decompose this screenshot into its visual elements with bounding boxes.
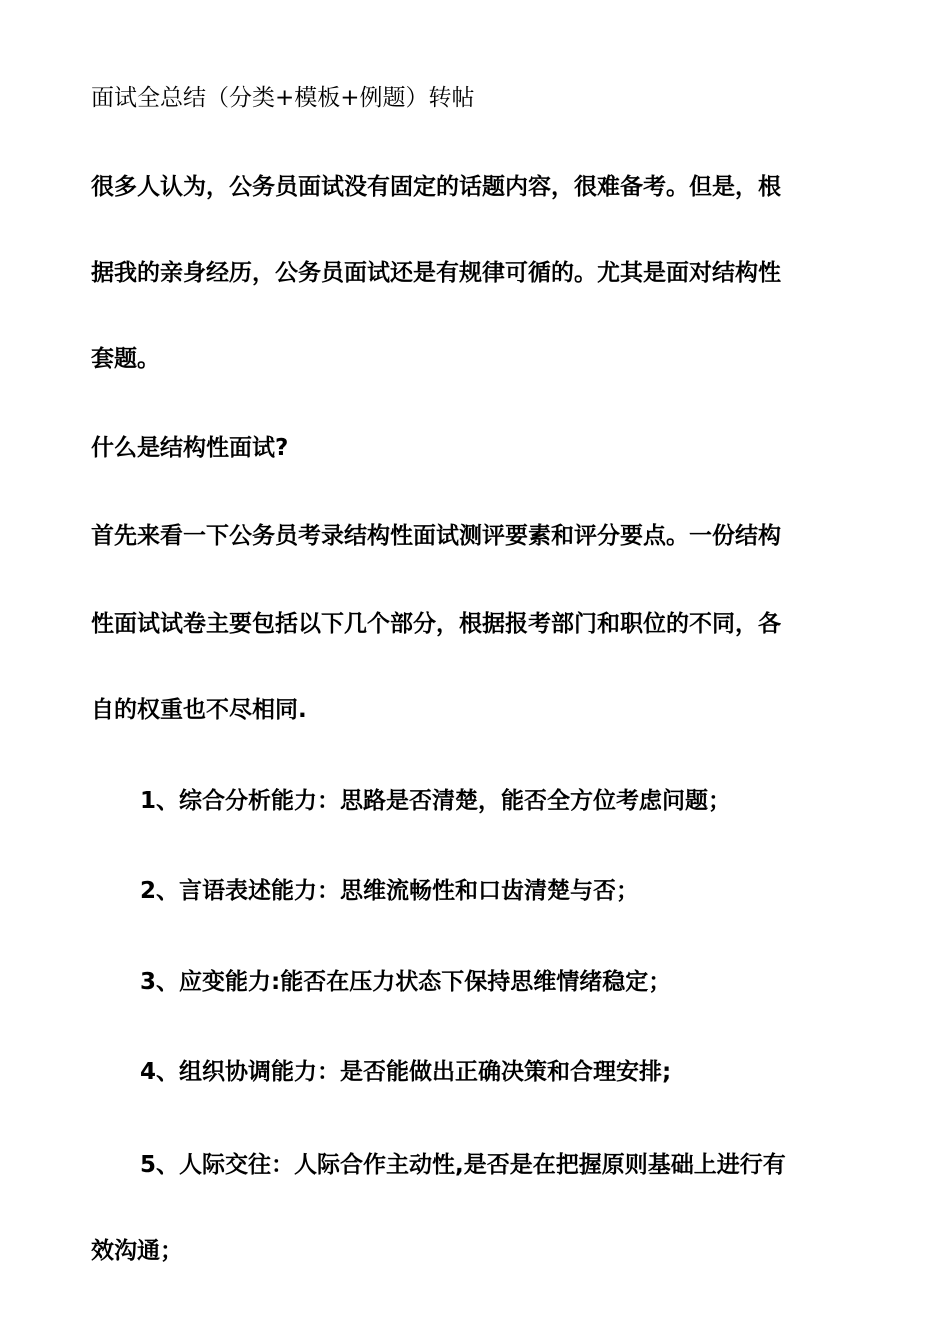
question-heading: 什么是结构性面试?: [91, 435, 289, 461]
overview-line-3: 自的权重也不尽相同.: [91, 697, 307, 723]
list-item: 4、组织协调能力：是否能做出正确决策和合理安排;: [140, 1059, 672, 1085]
list-item: 1、综合分析能力：思路是否清楚，能否全方位考虑问题；: [140, 788, 732, 814]
list-item: 2、言语表述能力：思维流畅性和口齿清楚与否；: [140, 878, 640, 904]
intro-line-2: 据我的亲身经历，公务员面试还是有规律可循的。尤其是面对结构性: [91, 260, 781, 286]
overview-line-2: 性面试试卷主要包括以下几个部分，根据报考部门和职位的不同，各: [91, 611, 781, 637]
overview-line-1: 首先来看一下公务员考录结构性面试测评要素和评分要点。一份结构: [91, 523, 781, 549]
list-item-continuation: 效沟通；: [91, 1238, 183, 1264]
list-item: 3、应变能力:能否在压力状态下保持思维情绪稳定；: [140, 969, 672, 995]
intro-line-1: 很多人认为，公务员面试没有固定的话题内容，很难备考。但是，根: [91, 174, 781, 200]
intro-line-3: 套题。: [91, 346, 160, 372]
list-item: 5、人际交往：人际合作主动性,是否是在把握原则基础上进行有: [140, 1152, 786, 1178]
document-title: 面试全总结（分类+模板+例题）转帖: [91, 85, 475, 111]
